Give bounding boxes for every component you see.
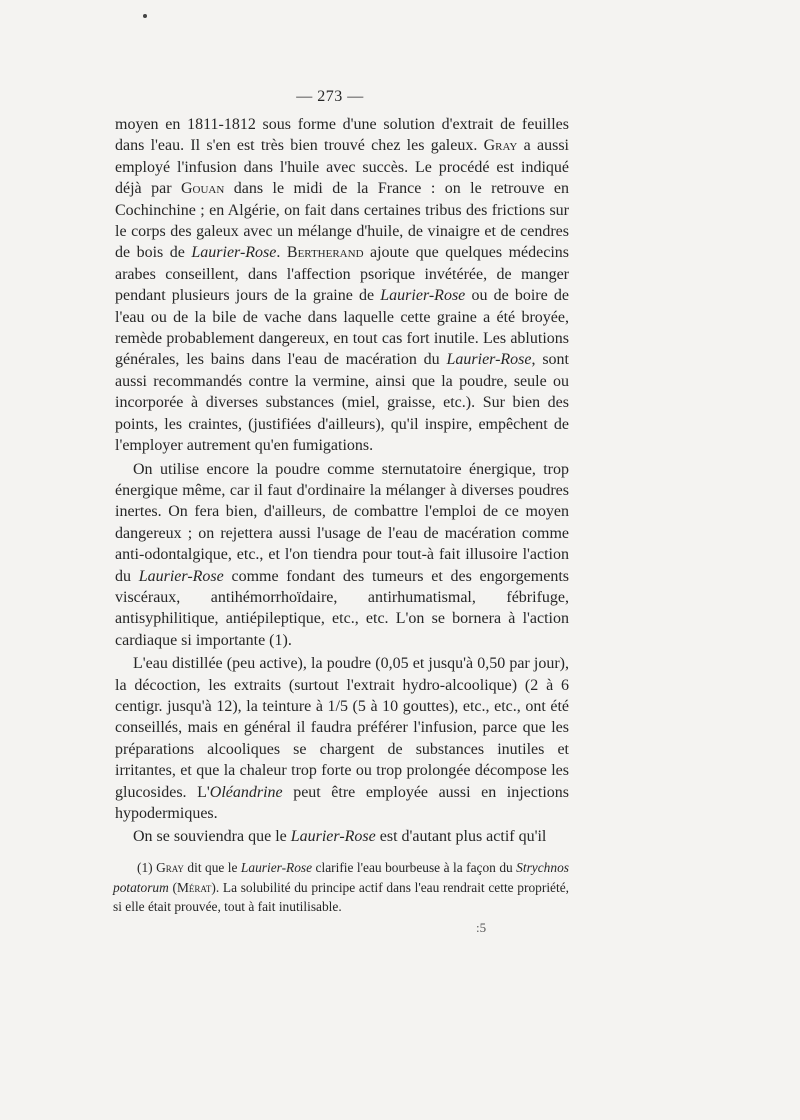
italic-term: Laurier-Rose — [138, 567, 224, 585]
italic-term: Laurier-Rose — [240, 860, 313, 875]
author-name: Mérat — [176, 879, 212, 895]
text-run: . — [276, 244, 287, 262]
paragraph-2 — [115, 459, 569, 652]
text-run: On utilise encore la poudre comme sternutatoire énergique, trop énergique même, car il faut d'ordinaire la mélanger à diverses poudres inertes. On fera bien, d'ailleurs, de combattre l'emploi de ce moyen dangereux ; on rejettera aussi l'usage de l'eau de macération comme anti-odontalgique, etc., et l'on tiendra pour tout-à fait illusoire l'action du — [115, 460, 569, 585]
text-run: ajoute que quelques médecins arabes conseillent, dans l'affection psorique invétérée, de manger pendant plusieurs jours de la graine de — [115, 244, 569, 305]
text-run: On se souviendra que le — [133, 828, 291, 846]
text-run: ou de boire de l'eau ou de la bile de vache dans laquelle cette graine a été broyée, remède probablement dangereux, en tout cas fort inutile. Les ablutions générales, les bains dans l'eau de macération du — [115, 287, 569, 369]
author-name: Bertherand — [286, 244, 364, 262]
author-name: Gray — [156, 860, 184, 875]
text-run: (1) — [137, 860, 157, 875]
text-run: dans le midi de la France : on le retrouve en Cochinchine ; en Algérie, on fait dans certaines tribus des frictions sur le corps des galeux avec un mélange d'huile, de vinaigre et de cendres de bois de — [115, 180, 569, 262]
paragraph-3 — [115, 653, 569, 824]
page-number: — 273 — — [296, 88, 364, 105]
footnote-text — [113, 858, 569, 917]
text-run: ( — [168, 879, 177, 895]
italic-term: Oléandrine — [209, 783, 283, 801]
body-text — [115, 114, 569, 848]
text-run: est d'autant plus actif qu'il — [375, 828, 547, 846]
text-run: L'eau distillée (peu active), la poudre (0,05 et jusqu'à 0,50 par jour), la décoction, les extraits (surtout l'extrait hydro-alcoolique) (2 à 6 centigr. jusqu'à 12), la teinture à 1/5 (5 à 10 gouttes), etc., etc., ont été conseillés, mais en général il faudra préférer l'infusion, parce que les préparations alcooliques se chargent de substances inutiles et irritantes, et que la chaleur trop forte ou trop prolongée décompose les glucosides. L' — [115, 655, 569, 801]
author-name: Gouan — [180, 180, 225, 198]
text-run: peut être employée aussi en injections hypodermiques. — [115, 783, 570, 822]
italic-term: Laurier-Rose — [290, 828, 376, 846]
ink-speck — [143, 14, 147, 18]
text-run: a aussi employé l'infusion dans l'huile avec succès. Le procédé est indiqué déjà par — [115, 137, 569, 198]
signature-mark: :5 — [476, 920, 487, 935]
author-name: Gray — [483, 137, 518, 155]
paragraph-4 — [115, 826, 569, 847]
italic-term: Laurier-Rose — [191, 244, 277, 262]
paragraph-1 — [115, 114, 569, 457]
footnote — [113, 858, 569, 917]
text-run: clarifie l'eau bourbeuse à la façon du — [312, 860, 517, 875]
text-run: dit que le — [183, 860, 241, 875]
italic-term: Laurier-Rose — [380, 287, 466, 305]
text-run: ). La solubilité du principe actif dans l'eau rendrait cette propriété, si elle était prouvée, tout à fait inutilisable. — [113, 879, 569, 914]
text-run: comme fondant des tumeurs et des engorgements viscéraux, antihémorrhoïdaire, antirhumatismal, fébrifuge, antisyphilitique, antiépileptique, etc., etc. L'on se bornera à l'action cardiaque si importante (1). — [115, 567, 570, 649]
italic-term: Laurier-Rose — [446, 351, 532, 369]
text-run: , sont aussi recommandés contre la vermine, ainsi que la poudre, seule ou incorporée à diverses substances (miel, graisse, etc.). Sur bien des points, les craintes, (justifiées d'ailleurs), qu'il inspire, empêchent de l'employer autrement qu'en fumigations. — [115, 351, 570, 455]
text-run: moyen en 1811-1812 sous forme d'une solution d'extrait de feuilles dans l'eau. Il s'en est très bien trouvé chez les galeux. — [115, 116, 569, 155]
italic-term: Strychnos potatorum — [113, 860, 569, 895]
